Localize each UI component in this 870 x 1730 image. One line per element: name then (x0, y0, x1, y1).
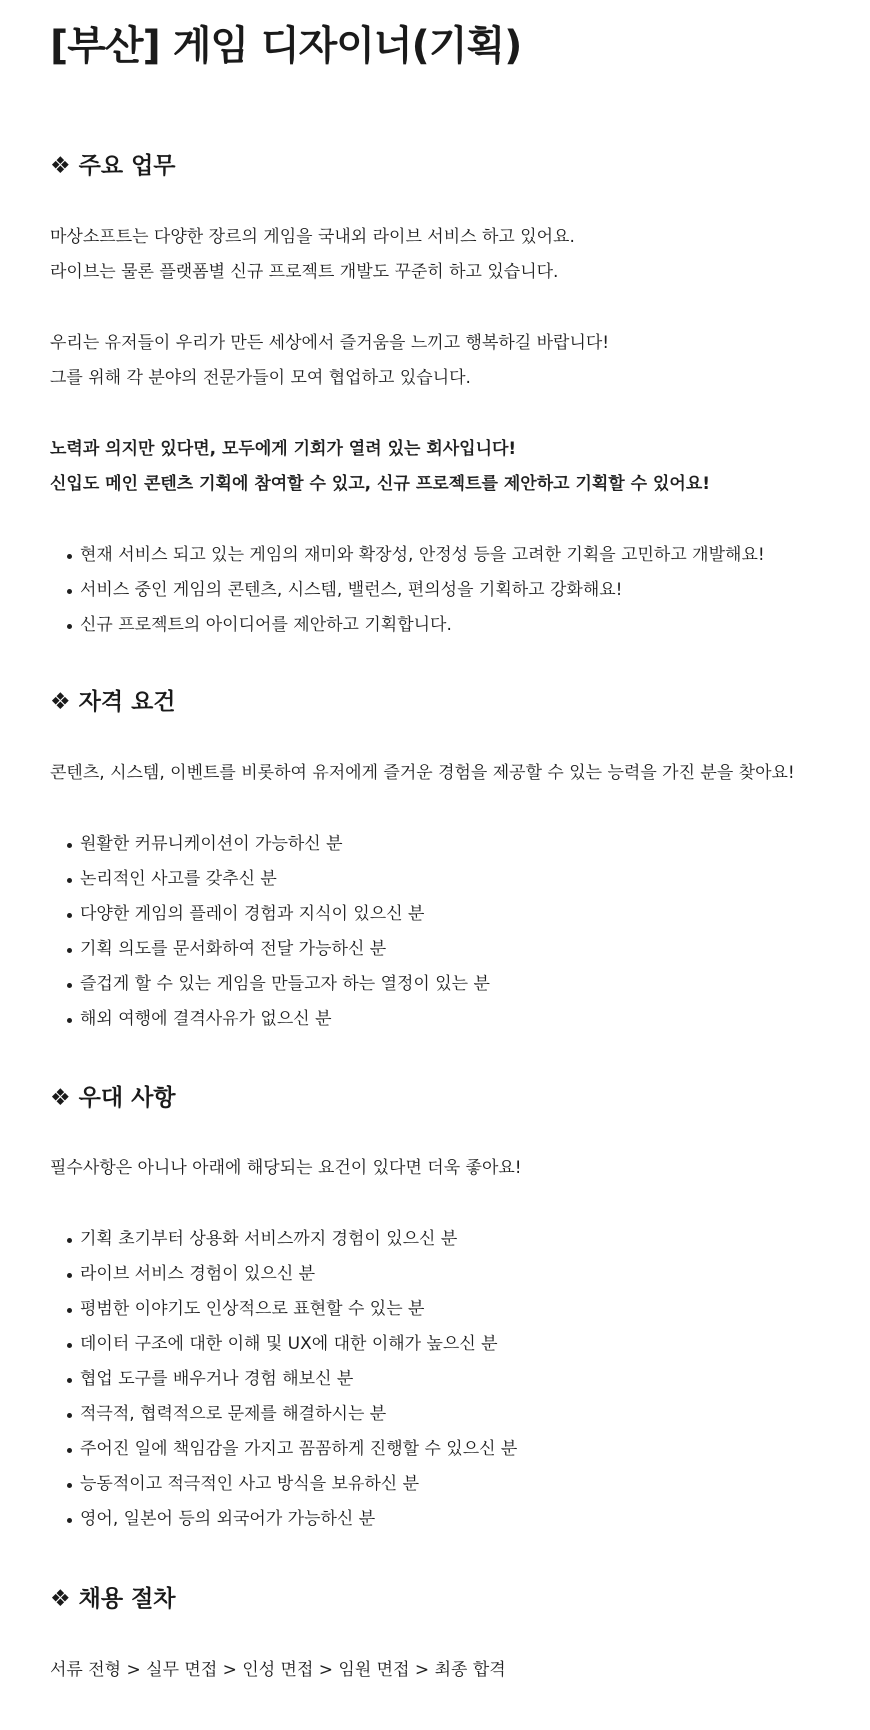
duties-paragraph-2-line: 우리는 유저들이 우리가 만든 세상에서 즐거움을 느끼고 행복하길 바랍니다! (50, 333, 610, 353)
duties-paragraph-1-line: 마상소프트는 다양한 장르의 게임을 국내외 라이브 서비스 하고 있어요. (50, 227, 575, 247)
list-item: 평범한 이야기도 인상적으로 표현할 수 있는 분 (50, 1292, 517, 1327)
section-heading-duties (50, 147, 176, 180)
section-heading-preferred (50, 1079, 176, 1112)
list-item: 현재 서비스 되고 있는 게임의 재미와 확장성, 안정성 등을 고려한 기획을 고민하고 개발해요! (50, 538, 765, 573)
list-item: 즐겁게 할 수 있는 게임을 만들고자 하는 열정이 있는 분 (50, 967, 490, 1002)
duties-paragraph-3-line: 노력과 의지만 있다면, 모두에게 기회가 열려 있는 회사입니다! (50, 439, 517, 459)
section-heading-preferred-text: ❖ 우대 사항 (50, 1085, 176, 1111)
duties-paragraph-3-line: 신입도 메인 콘텐츠 기획에 참여할 수 있고, 신규 프로젝트를 제안하고 기획할 수 있어요! (50, 474, 711, 494)
duties-paragraph-3 (50, 432, 710, 502)
list-item: 기획 초기부터 상용화 서비스까지 경험이 있으신 분 (50, 1222, 517, 1257)
duties-list (50, 538, 765, 643)
list-item: 다양한 게임의 플레이 경험과 지식이 있으신 분 (50, 897, 490, 932)
qualifications-intro-line: 콘텐츠, 시스템, 이벤트를 비롯하여 유저에게 즐거운 경험을 제공할 수 있는 능력을 가진 분을 찾아요! (50, 763, 795, 783)
page-title: [부산] 게임 디자이너(기획) (50, 23, 522, 69)
duties-paragraph-1-line: 라이브는 물론 플랫폼별 신규 프로젝트 개발도 꾸준히 하고 있습니다. (50, 262, 559, 282)
duties-paragraph-2-line: 그를 위해 각 분야의 전문가들이 모여 협업하고 있습니다. (50, 368, 471, 388)
list-item: 라이브 서비스 경험이 있으신 분 (50, 1257, 517, 1292)
process-steps-line: 서류 전형 > 실무 면접 > 인성 면접 > 임원 면접 > 최종 합격 (50, 1660, 506, 1680)
list-item: 기획 의도를 문서화하여 전달 가능하신 분 (50, 932, 490, 967)
section-heading-duties-text: ❖ 주요 업무 (50, 153, 176, 179)
duties-paragraph-1 (50, 220, 575, 290)
duties-paragraph-2 (50, 326, 609, 396)
list-item: 협업 도구를 배우거나 경험 해보신 분 (50, 1362, 517, 1397)
process-steps (50, 1653, 506, 1688)
preferred-list (50, 1222, 517, 1537)
list-item: 신규 프로젝트의 아이디어를 제안하고 기획합니다. (50, 608, 765, 643)
list-item: 적극적, 협력적으로 문제를 해결하시는 분 (50, 1397, 517, 1432)
list-item: 데이터 구조에 대한 이해 및 UX에 대한 이해가 높으신 분 (50, 1327, 517, 1362)
list-item: 해외 여행에 결격사유가 없으신 분 (50, 1002, 490, 1037)
qualifications-list (50, 827, 490, 1037)
list-item: 논리적인 사고를 갖추신 분 (50, 862, 490, 897)
section-heading-process (50, 1580, 176, 1613)
list-item: 주어진 일에 책임감을 가지고 꼼꼼하게 진행할 수 있으신 분 (50, 1432, 517, 1467)
section-heading-qualifications (50, 683, 176, 716)
list-item: 서비스 중인 게임의 콘텐츠, 시스템, 밸런스, 편의성을 기획하고 강화해요! (50, 573, 765, 608)
list-item: 능동적이고 적극적인 사고 방식을 보유하신 분 (50, 1467, 517, 1502)
list-item: 원활한 커뮤니케이션이 가능하신 분 (50, 827, 490, 862)
section-heading-qualifications-text: ❖ 자격 요건 (50, 689, 176, 715)
section-heading-process-text: ❖ 채용 절차 (50, 1586, 176, 1612)
preferred-intro (50, 1151, 522, 1186)
preferred-intro-line: 필수사항은 아니나 아래에 해당되는 요건이 있다면 더욱 좋아요! (50, 1158, 522, 1178)
qualifications-intro (50, 756, 795, 791)
list-item: 영어, 일본어 등의 외국어가 가능하신 분 (50, 1502, 517, 1537)
